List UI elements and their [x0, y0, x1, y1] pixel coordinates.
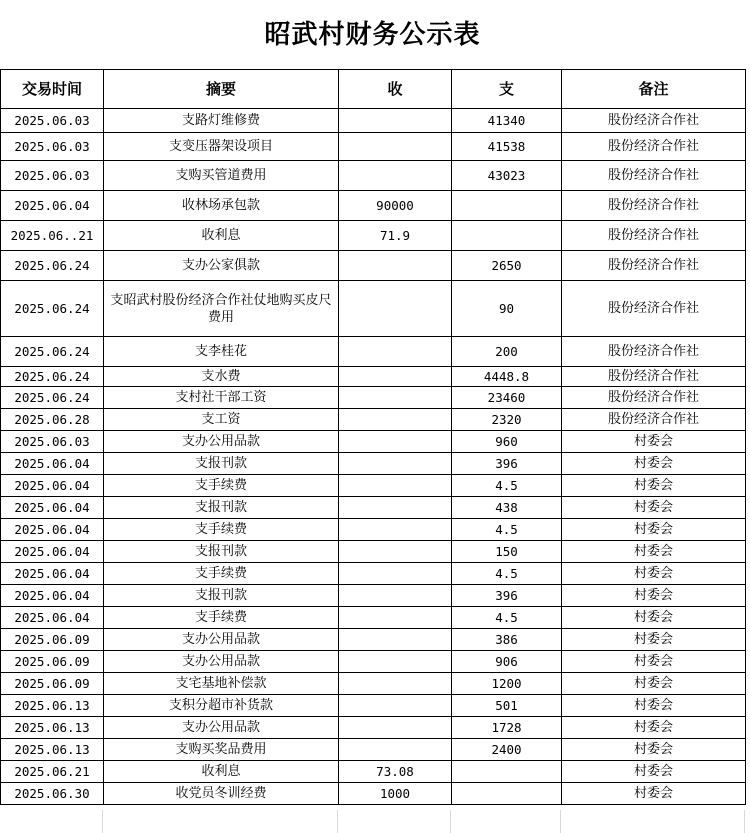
cell-income: 90000	[339, 191, 452, 221]
cell-summary: 支手续费	[104, 475, 339, 497]
cell-summary: 收林场承包款	[104, 191, 339, 221]
cell-expense: 396	[452, 453, 562, 475]
cell-income	[339, 133, 452, 161]
header-income: 收	[339, 70, 452, 109]
cell-remark: 村委会	[562, 629, 746, 651]
cell-income	[339, 497, 452, 519]
cell-expense: 438	[452, 497, 562, 519]
cell-date: 2025.06.03	[1, 109, 104, 133]
cell-income	[339, 717, 452, 739]
cell-date: 2025.06.28	[1, 409, 104, 431]
cell-date: 2025.06.13	[1, 717, 104, 739]
table-row	[1, 367, 746, 387]
finance-table	[0, 69, 746, 805]
cell-summary: 支路灯维修费	[104, 109, 339, 133]
table-row	[1, 161, 746, 191]
cell-date: 2025.06.04	[1, 563, 104, 585]
cell-expense	[452, 761, 562, 783]
cell-expense: 1728	[452, 717, 562, 739]
cell-remark: 股份经济合作社	[562, 221, 746, 251]
cell-date: 2025.06.13	[1, 739, 104, 761]
cell-date: 2025.06.04	[1, 585, 104, 607]
header-expense: 支	[452, 70, 562, 109]
cell-income	[339, 563, 452, 585]
cell-expense: 386	[452, 629, 562, 651]
cell-income	[339, 629, 452, 651]
cell-expense: 4.5	[452, 607, 562, 629]
cell-date: 2025.06.03	[1, 431, 104, 453]
cell-remark: 村委会	[562, 519, 746, 541]
table-row	[1, 387, 746, 409]
table-row	[1, 453, 746, 475]
cell-summary: 支昭武村股份经济合作社仗地购买皮尺费用	[104, 281, 339, 337]
table-row	[1, 431, 746, 453]
cell-income	[339, 367, 452, 387]
cell-summary: 支办公用品款	[104, 651, 339, 673]
header-remark: 备注	[562, 70, 746, 109]
cell-date: 2025.06.09	[1, 673, 104, 695]
cell-remark: 村委会	[562, 761, 746, 783]
cell-summary: 支手续费	[104, 519, 339, 541]
cell-summary: 支手续费	[104, 563, 339, 585]
cell-summary: 支水费	[104, 367, 339, 387]
table-row	[1, 651, 746, 673]
cell-expense: 200	[452, 337, 562, 367]
table-row	[1, 717, 746, 739]
cell-remark: 股份经济合作社	[562, 337, 746, 367]
table-row	[1, 475, 746, 497]
table-row	[1, 109, 746, 133]
cell-income	[339, 739, 452, 761]
cell-expense: 4.5	[452, 563, 562, 585]
cell-expense: 960	[452, 431, 562, 453]
cell-date: 2025.06.21	[1, 761, 104, 783]
cell-remark: 村委会	[562, 541, 746, 563]
cell-remark: 村委会	[562, 651, 746, 673]
cell-summary: 支办公用品款	[104, 431, 339, 453]
table-row	[1, 695, 746, 717]
cell-summary: 支工资	[104, 409, 339, 431]
cell-income: 73.08	[339, 761, 452, 783]
cell-remark: 股份经济合作社	[562, 409, 746, 431]
cell-expense: 2400	[452, 739, 562, 761]
cell-summary: 支报刊款	[104, 453, 339, 475]
cell-summary: 支报刊款	[104, 497, 339, 519]
cell-income	[339, 281, 452, 337]
table-row	[1, 519, 746, 541]
cell-expense: 1200	[452, 673, 562, 695]
cell-expense	[452, 191, 562, 221]
cell-date: 2025.06..21	[1, 221, 104, 251]
cell-expense: 2320	[452, 409, 562, 431]
cell-summary: 支购买奖品费用	[104, 739, 339, 761]
cell-remark: 村委会	[562, 453, 746, 475]
cell-date: 2025.06.13	[1, 695, 104, 717]
cell-summary: 收党员冬训经费	[104, 783, 339, 805]
table-row	[1, 337, 746, 367]
cell-date: 2025.06.03	[1, 161, 104, 191]
cell-income	[339, 585, 452, 607]
cell-date: 2025.06.04	[1, 475, 104, 497]
cell-date: 2025.06.24	[1, 337, 104, 367]
spreadsheet-empty-row	[0, 810, 745, 833]
table-row	[1, 585, 746, 607]
cell-remark: 村委会	[562, 563, 746, 585]
table-body	[1, 109, 746, 805]
cell-income	[339, 337, 452, 367]
table-row	[1, 563, 746, 585]
cell-remark: 股份经济合作社	[562, 161, 746, 191]
cell-income: 71.9	[339, 221, 452, 251]
table-row	[1, 673, 746, 695]
cell-income	[339, 409, 452, 431]
cell-expense: 41538	[452, 133, 562, 161]
table-row	[1, 739, 746, 761]
cell-remark: 股份经济合作社	[562, 133, 746, 161]
cell-remark: 村委会	[562, 607, 746, 629]
table-row	[1, 281, 746, 337]
cell-expense	[452, 221, 562, 251]
cell-remark: 股份经济合作社	[562, 367, 746, 387]
table-row	[1, 497, 746, 519]
cell-date: 2025.06.09	[1, 629, 104, 651]
cell-remark: 股份经济合作社	[562, 251, 746, 281]
cell-income	[339, 251, 452, 281]
cell-summary: 支积分超市补货款	[104, 695, 339, 717]
header-summary: 摘要	[104, 70, 339, 109]
cell-date: 2025.06.24	[1, 387, 104, 409]
cell-income	[339, 453, 452, 475]
table-row	[1, 221, 746, 251]
cell-remark: 村委会	[562, 585, 746, 607]
table-row	[1, 251, 746, 281]
table-row	[1, 133, 746, 161]
cell-expense: 90	[452, 281, 562, 337]
cell-income	[339, 673, 452, 695]
page-title: 昭武村财务公示表	[264, 20, 481, 50]
cell-remark: 村委会	[562, 739, 746, 761]
cell-remark: 股份经济合作社	[562, 109, 746, 133]
cell-date: 2025.06.04	[1, 453, 104, 475]
table-row	[1, 629, 746, 651]
cell-date: 2025.06.30	[1, 783, 104, 805]
cell-summary: 支办公用品款	[104, 717, 339, 739]
cell-summary: 支报刊款	[104, 541, 339, 563]
cell-expense: 23460	[452, 387, 562, 409]
cell-date: 2025.06.04	[1, 519, 104, 541]
cell-summary: 支报刊款	[104, 585, 339, 607]
cell-date: 2025.06.04	[1, 541, 104, 563]
cell-date: 2025.06.04	[1, 497, 104, 519]
cell-expense: 2650	[452, 251, 562, 281]
cell-summary: 收利息	[104, 221, 339, 251]
cell-expense: 501	[452, 695, 562, 717]
cell-expense: 906	[452, 651, 562, 673]
cell-expense: 4448.8	[452, 367, 562, 387]
cell-income: 1000	[339, 783, 452, 805]
cell-income	[339, 541, 452, 563]
cell-expense: 41340	[452, 109, 562, 133]
cell-remark: 村委会	[562, 783, 746, 805]
table-row	[1, 607, 746, 629]
cell-date: 2025.06.09	[1, 651, 104, 673]
cell-remark: 村委会	[562, 497, 746, 519]
table-row	[1, 783, 746, 805]
cell-summary: 支手续费	[104, 607, 339, 629]
header-row	[1, 70, 746, 109]
cell-income	[339, 431, 452, 453]
cell-remark: 股份经济合作社	[562, 281, 746, 337]
cell-date: 2025.06.04	[1, 191, 104, 221]
table-row	[1, 541, 746, 563]
cell-date: 2025.06.24	[1, 251, 104, 281]
cell-summary: 收利息	[104, 761, 339, 783]
cell-income	[339, 607, 452, 629]
cell-summary: 支村社干部工资	[104, 387, 339, 409]
cell-summary: 支变压器架设项目	[104, 133, 339, 161]
cell-summary: 支宅基地补偿款	[104, 673, 339, 695]
cell-income	[339, 519, 452, 541]
cell-remark: 村委会	[562, 717, 746, 739]
cell-summary: 支办公用品款	[104, 629, 339, 651]
cell-income	[339, 387, 452, 409]
cell-remark: 股份经济合作社	[562, 387, 746, 409]
cell-income	[339, 651, 452, 673]
cell-date: 2025.06.24	[1, 367, 104, 387]
cell-income	[339, 161, 452, 191]
cell-remark: 村委会	[562, 431, 746, 453]
table-row	[1, 191, 746, 221]
cell-income	[339, 109, 452, 133]
cell-remark: 村委会	[562, 673, 746, 695]
cell-date: 2025.06.03	[1, 133, 104, 161]
cell-remark: 村委会	[562, 695, 746, 717]
cell-remark: 股份经济合作社	[562, 191, 746, 221]
cell-date: 2025.06.24	[1, 281, 104, 337]
cell-expense: 4.5	[452, 519, 562, 541]
cell-summary: 支办公家俱款	[104, 251, 339, 281]
cell-expense: 4.5	[452, 475, 562, 497]
table-row	[1, 761, 746, 783]
cell-summary: 支李桂花	[104, 337, 339, 367]
cell-expense	[452, 783, 562, 805]
cell-summary: 支购买管道费用	[104, 161, 339, 191]
cell-expense: 150	[452, 541, 562, 563]
header-date: 交易时间	[1, 70, 104, 109]
cell-date: 2025.06.04	[1, 607, 104, 629]
cell-expense: 43023	[452, 161, 562, 191]
table-row	[1, 409, 746, 431]
cell-remark: 村委会	[562, 475, 746, 497]
cell-expense: 396	[452, 585, 562, 607]
cell-income	[339, 475, 452, 497]
cell-income	[339, 695, 452, 717]
